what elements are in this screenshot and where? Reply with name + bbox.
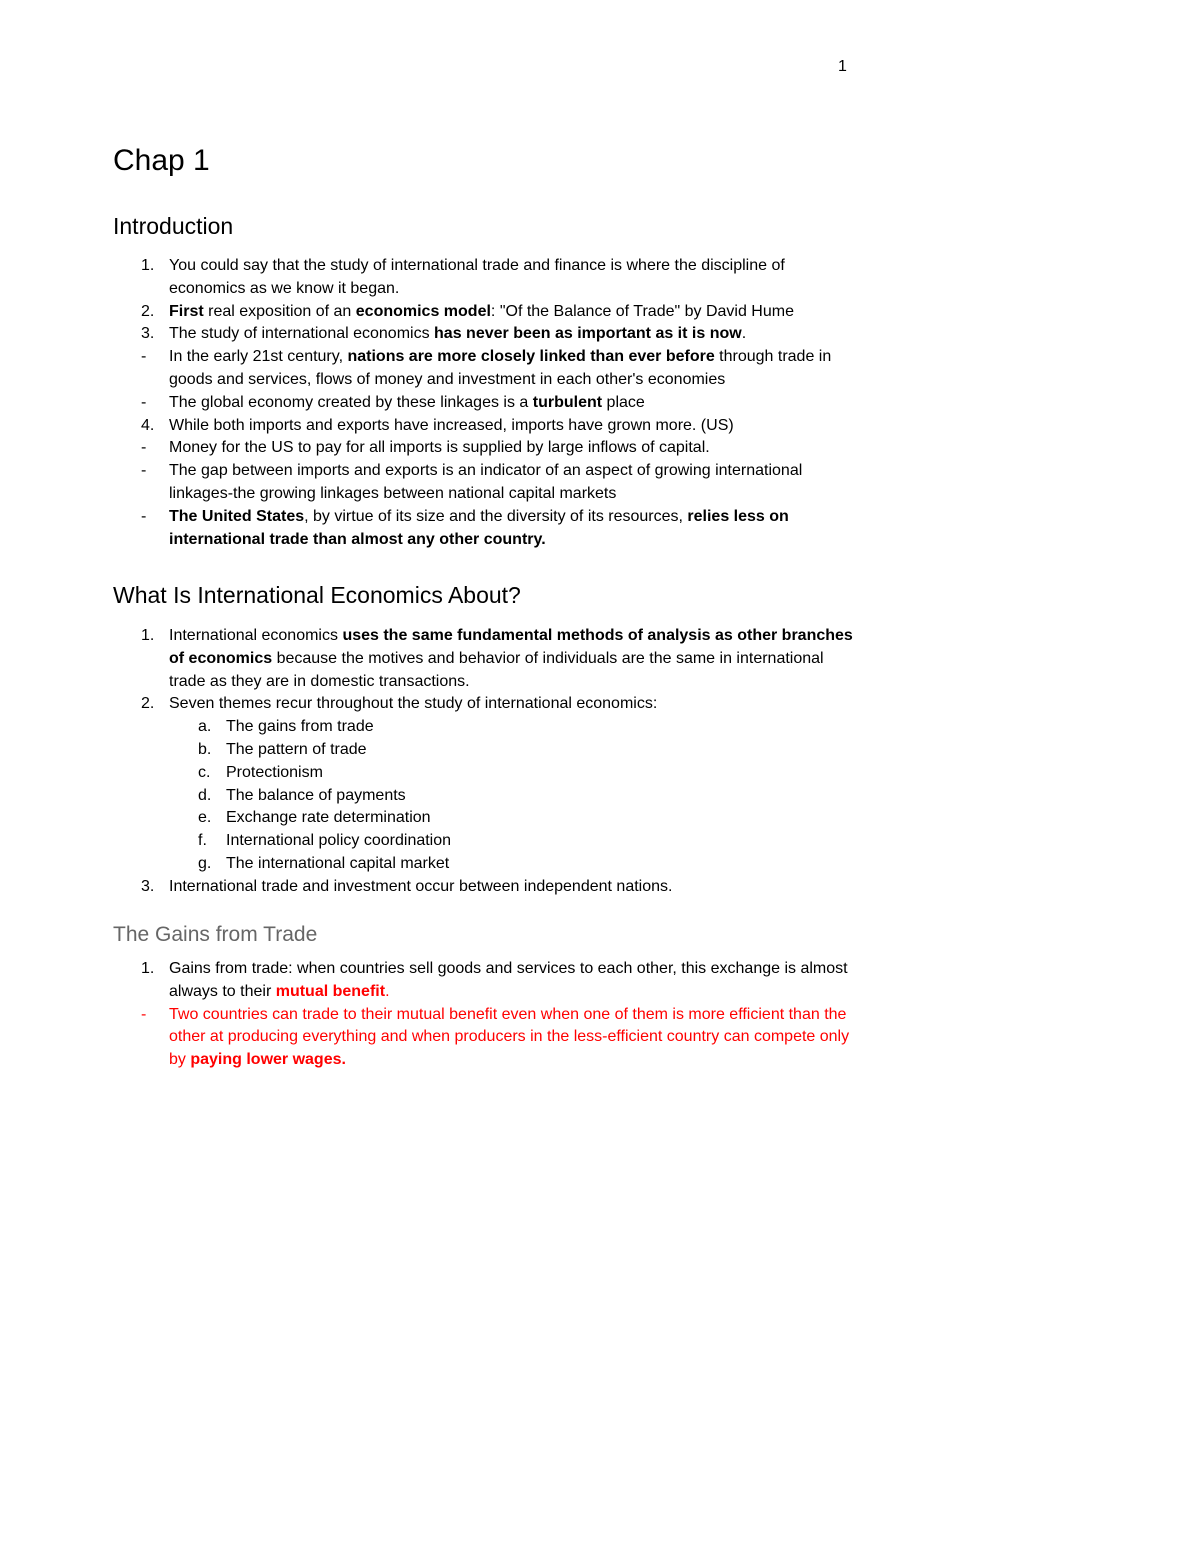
text-segment: You could say that the study of international trade and finance is where the discipline of economics as we know it began. [169,257,785,297]
bold-text: The United States [169,507,305,525]
list-marker: - [141,393,147,411]
list-item [113,716,853,739]
text-segment: Protectionism [226,763,323,781]
text-segment: The gains from trade [226,718,374,736]
text-segment: International trade and investment occur between independent nations. [169,877,673,895]
bold-text: mutual benefit [275,982,386,1000]
bold-text: turbulent [532,393,603,411]
text-segment: , by virtue of its size and the diversity of its resources, [304,507,688,525]
list-marker: - [141,348,147,366]
list-marker: - [141,462,147,480]
list-item [113,876,853,899]
list-marker: 4. [141,416,155,434]
text-segment: because the motives and behavior of individuals are the same in international trade as they are in domestic transactions. [169,649,824,690]
list-marker: 3. [141,877,155,895]
list-item [113,392,853,415]
text-segment: . [741,325,747,343]
text-segment: International policy coordination [226,832,452,850]
text-segment: through trade in goods and services, flows of money and investment in each other's economies [169,348,832,388]
text-segment: Two countries can trade to their mutual benefit even when one of them is more efficient than the other at producing everything and when producers in the less-efficient country can compete only by [169,1005,850,1069]
list-item [113,255,853,301]
about-heading: What Is International Economics About? [113,582,521,608]
list-marker: 2. [141,695,155,713]
list-item [113,853,853,876]
bold-text: relies less on international trade than almost any other country. [169,507,789,548]
list-marker: 2. [141,302,155,320]
list-item [113,437,853,460]
gains-heading: The Gains from Trade [113,923,318,946]
text-segment: place [602,393,645,411]
introduction-section [113,213,853,551]
list-item [113,415,853,438]
introduction-heading: Introduction [113,213,234,239]
list-item [113,301,853,324]
list-marker: - [141,439,147,457]
text-segment: Exchange rate determination [226,809,431,827]
list-marker: d. [198,786,212,804]
list-item [113,807,853,830]
bold-text: paying lower wages. [190,1051,346,1069]
list-marker: 1. [141,960,155,977]
list-item [113,693,853,716]
text-segment: Seven themes recur throughout the study of international economics: [169,695,658,713]
page-number: 1 [838,58,847,75]
list-item [113,460,853,506]
about-list [113,625,853,899]
list-marker: c. [198,763,211,781]
about-section [113,582,853,899]
list-marker: g. [198,854,212,872]
gains-list [113,958,853,1072]
text-segment: The study of international economics [169,325,435,343]
text-segment: International economics [169,627,343,644]
list-item [113,1004,853,1072]
bold-text: nations are more closely linked than ever before [347,348,715,366]
list-item [113,739,853,762]
list-item [113,346,853,392]
bold-text: has never been as important as it is now [434,325,742,343]
list-item [113,958,853,1004]
text-segment: real exposition of an [203,302,356,320]
list-marker: b. [198,740,212,758]
list-item [113,506,853,552]
text-segment: : "Of the Balance of Trade" by David Hume [490,302,794,320]
list-marker: e. [198,809,212,827]
text-segment: In the early 21st century, [169,348,348,366]
list-marker: a. [198,718,212,736]
text-segment: While both imports and exports have increased, imports have grown more. (US) [169,416,734,434]
list-marker: 1. [141,627,155,644]
bold-text: First [169,302,204,320]
text-segment: Gains from trade: when countries sell goods and services to each other, this exchange is almost always to their [169,960,848,1000]
list-marker: f. [198,832,207,850]
text-segment: The balance of payments [226,786,406,804]
list-item [113,830,853,853]
text-segment: The international capital market [226,854,450,872]
text-segment: Money for the US to pay for all imports is supplied by large inflows of capital. [169,439,710,457]
text-segment: The pattern of trade [226,740,367,758]
list-item [113,323,853,346]
list-marker: 3. [141,325,155,343]
list-item [113,762,853,785]
list-marker: 1. [141,257,155,274]
page-title: Chap 1 [113,144,210,177]
list-marker: - [141,507,147,525]
list-marker: - [141,1005,147,1023]
list-item [113,785,853,808]
list-item [113,625,853,693]
gains-section [113,923,853,1072]
text-segment: . [385,982,390,1000]
bold-text: economics model [355,302,491,320]
introduction-list [113,255,853,551]
bold-text: uses the same fundamental methods of analysis as other branches of economics [169,627,853,667]
text-segment: The gap between imports and exports is an indicator of an aspect of growing international linkages-the growing linkages between national capital markets [169,462,803,502]
text-segment: The global economy created by these linkages is a [169,393,533,411]
